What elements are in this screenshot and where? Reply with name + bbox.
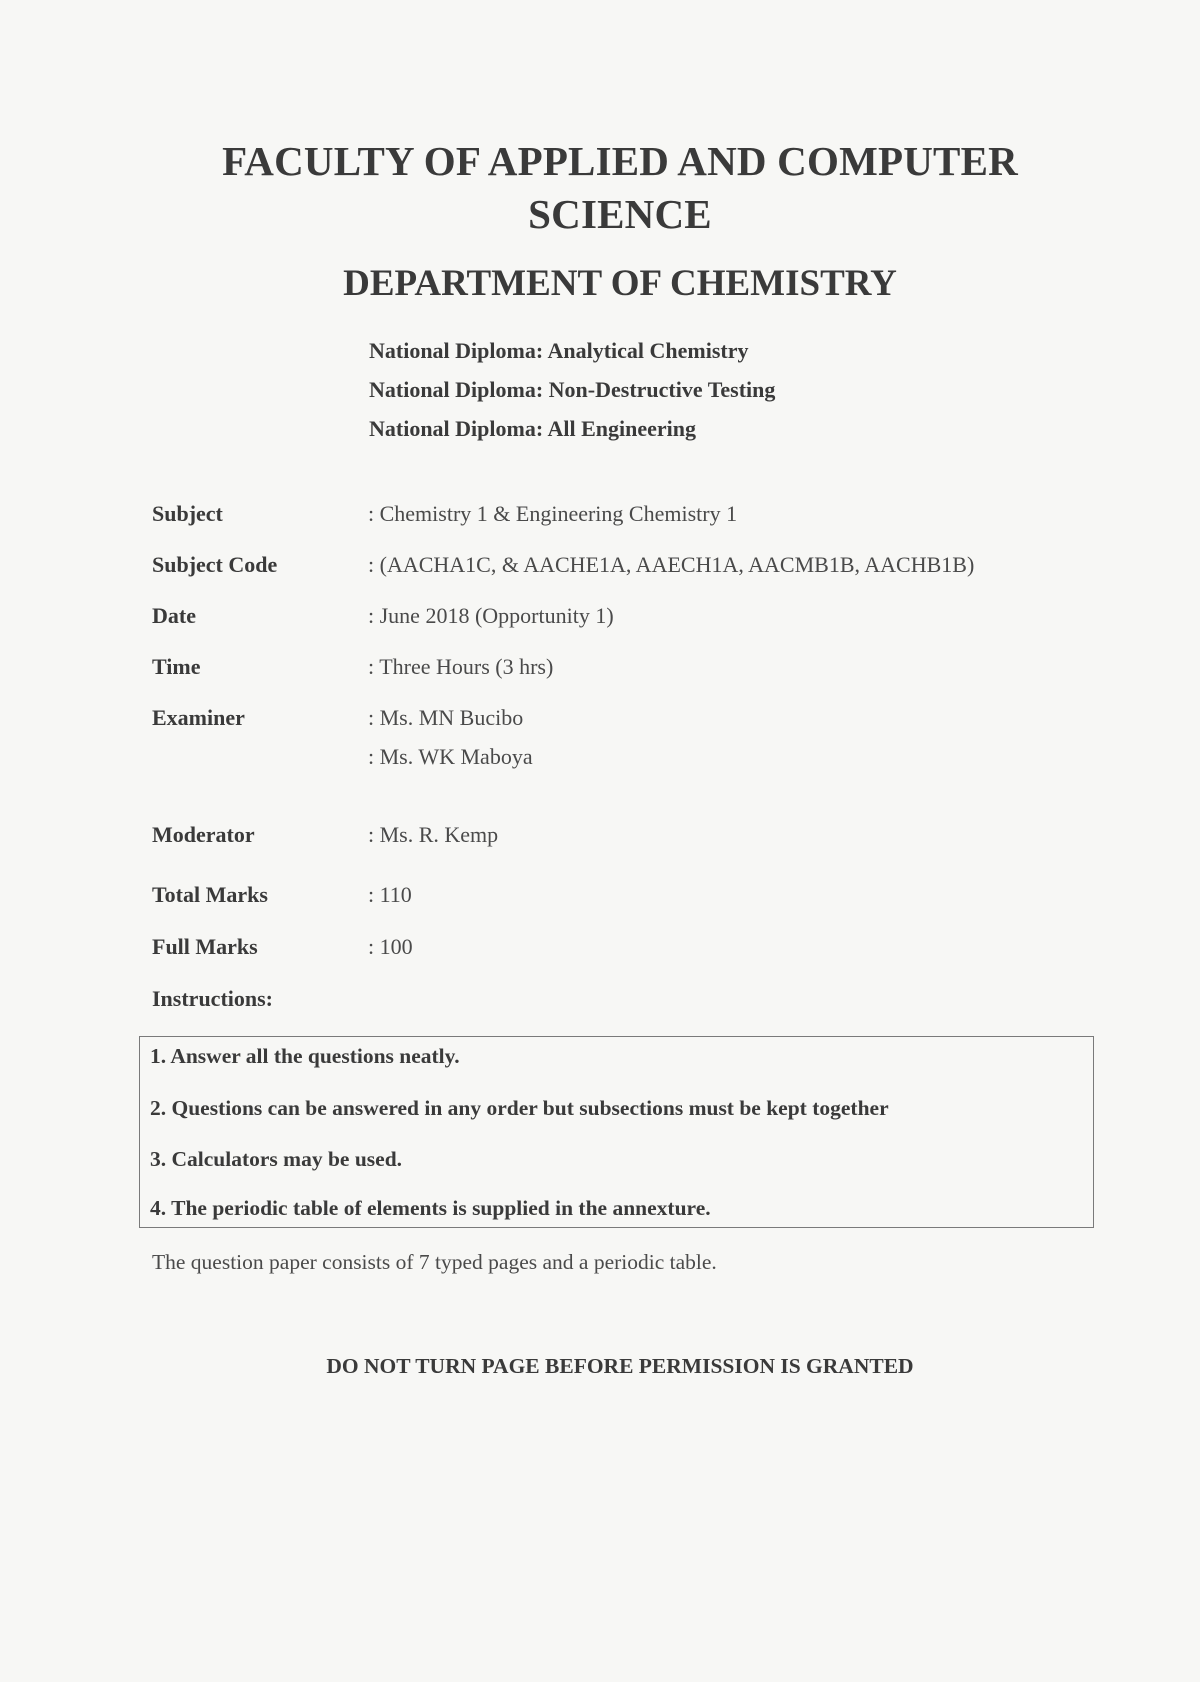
faculty-title	[150, 135, 1090, 241]
full-marks-label: Full Marks	[152, 934, 258, 959]
faculty-title-line-1: FACULTY OF APPLIED AND COMPUTER	[222, 138, 1018, 184]
subject-value: : Chemistry 1 & Engineering Chemistry 1	[368, 501, 738, 526]
subject-code-value: : (AACHA1C, & AACHE1A, AAECH1A, AACMB1B, AACHB1B)	[368, 552, 975, 577]
date-value: : June 2018 (Opportunity 1)	[368, 603, 614, 628]
department-title: DEPARTMENT OF CHEMISTRY	[343, 263, 897, 304]
examiner-value-2: : Ms. WK Maboya	[368, 744, 533, 769]
instruction-item: 1. Answer all the questions neatly.	[150, 1044, 460, 1068]
instruction-item: 2. Questions can be answered in any order but subsections must be kept together	[150, 1096, 889, 1120]
examiner-label: Examiner	[152, 705, 245, 730]
diploma-item: National Diploma: Non-Destructive Testing	[369, 377, 776, 402]
moderator-label: Moderator	[152, 822, 255, 847]
moderator-value: : Ms. R. Kemp	[368, 822, 499, 847]
time-value: : Three Hours (3 hrs)	[368, 654, 554, 679]
examiner-value-1: : Ms. MN Bucibo	[368, 705, 524, 730]
instruction-item: 3. Calculators may be used.	[150, 1147, 403, 1171]
faculty-title-line-2: SCIENCE	[528, 191, 712, 237]
instructions-box	[139, 1036, 1094, 1228]
subject-label: Subject	[152, 501, 223, 526]
date-label: Date	[152, 603, 196, 628]
instruction-item: 4. The periodic table of elements is supplied in the annexture.	[150, 1196, 711, 1220]
diploma-item: National Diploma: Analytical Chemistry	[369, 338, 749, 363]
instructions-heading: Instructions:	[152, 986, 274, 1011]
diploma-list	[369, 331, 969, 448]
full-marks-value: : 100	[368, 934, 413, 959]
page-count-note: The question paper consists of 7 typed pages and a periodic table.	[152, 1250, 717, 1274]
total-marks-value: : 110	[368, 882, 412, 907]
permission-warning: DO NOT TURN PAGE BEFORE PERMISSION IS GRANTED	[326, 1354, 914, 1378]
time-label: Time	[152, 654, 201, 679]
subject-code-label: Subject Code	[152, 552, 278, 577]
diploma-item: National Diploma: All Engineering	[369, 416, 696, 441]
total-marks-label: Total Marks	[152, 882, 268, 907]
